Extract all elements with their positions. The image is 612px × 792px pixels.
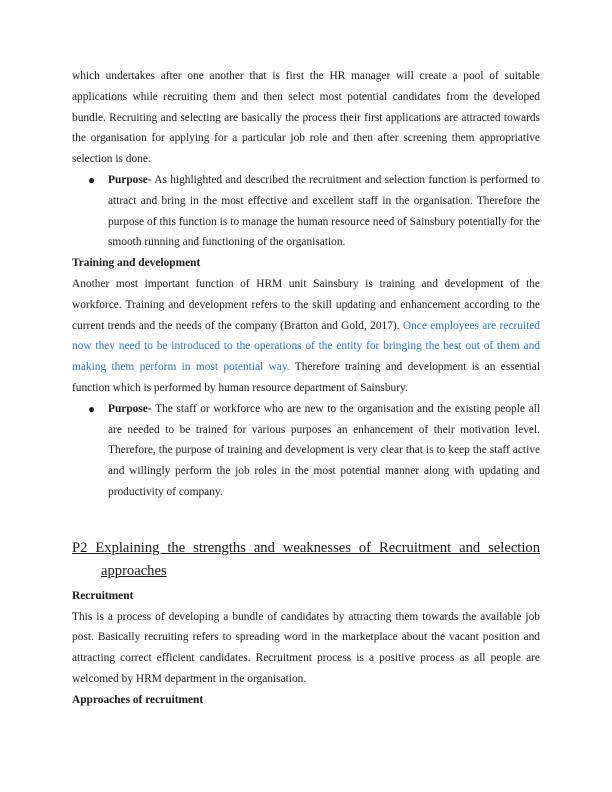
bullet-text: The staff or workforce who are new to the organisation and the existing people all are needed to be trained for various purposes an enhancement of their motivation level. Therefore, the purpose of training and development is very clear that is to keep the staff active and willingly perform the job roles in the most potential manner along with updating and productivity of company. <box>108 402 540 498</box>
recruitment-heading: Recruitment <box>72 589 134 602</box>
training-heading: Training and development <box>72 257 201 270</box>
bullet-text: As highlighted and described the recruitment and selection function is performed to attract and bring in the most effective and excellent staff in the organisation. Therefore the purpose of this function is to manage the human resource need of Sainsbury potentially for the smooth running and functioning of the organisation. <box>108 173 540 249</box>
purpose-bullet-recruitment <box>72 170 540 253</box>
training-text-highlight: Once employees are recruited now they need to be introduced to the operations of the entity for bringing the best out of them and making them perform in most potential way. <box>72 319 540 374</box>
approaches-heading: Approaches of recruitment <box>72 693 204 706</box>
training-text-before: Another most important function of HRM unit Sainsbury is training and development of the workforce. Training and development refers to the skill updating and enhancement according to the current trends and the needs of the company (Bratton and Gold, 2017). <box>72 277 540 332</box>
bullet-icon: ● <box>88 401 96 416</box>
bullet-label: Purpose- <box>108 402 152 415</box>
intro-paragraph: which undertakes after one another that is first the HR manager will create a pool of suitable applications while recruiting them and then select most potential candidates from the developed bundle. Recruiting and selecting are basically the process their first applications are attracted towards the organisation for applying for a particular job role and then after screening them appropriative selection is done. <box>72 70 540 166</box>
page-content <box>72 66 540 711</box>
bullet-label: Purpose- <box>108 173 152 186</box>
section-title-p2-continued: approaches <box>101 562 167 579</box>
training-text-after: Therefore training and development is an essential function which is performed by human resource department of Sainsbury. <box>72 361 541 394</box>
bullet-icon: ● <box>88 172 96 187</box>
purpose-bullet-training <box>72 399 540 503</box>
training-paragraph <box>72 274 540 399</box>
section-title-p2: P2 Explaining the strengths and weaknesses of Recruitment and selection <box>72 539 540 556</box>
recruitment-paragraph: This is a process of developing a bundle of candidates by attracting them towards the available job post. Basically recruiting refers to spreading word in the marketplace about the vacant position and attracting correct efficient candidates. Recruitment process is a positive process as all people are welcomed by HRM department in the organisation. <box>72 610 540 685</box>
